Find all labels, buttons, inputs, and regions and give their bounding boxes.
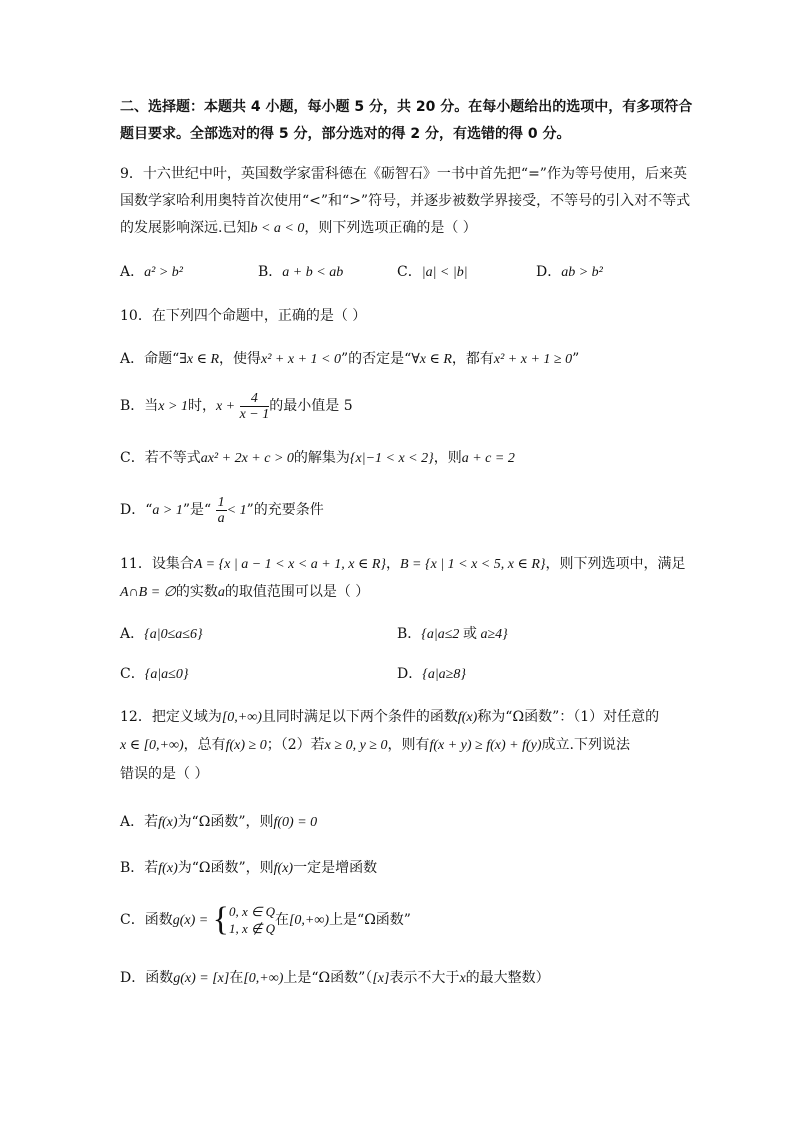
q9-option-d: D．ab > b² xyxy=(536,264,603,280)
q12-option-d: D．函数g(x) = [x]在[0,+∞)上是“Ω函数”（[x]表示不大于x的最大整数） xyxy=(120,970,550,986)
q9-stem-line3: 的发展影响深远.已知b < a < 0，则下列选项正确的是（ ） xyxy=(120,220,477,236)
q12-option-a: A．若f(x)为“Ω函数”，则f(0) = 0 xyxy=(120,814,318,830)
q10-option-a: A．命题“∃x ∈ R，使得x² + x + 1 < 0”的否定是“∀x ∈ R，都有x² + x + 1 ≥ 0” xyxy=(120,351,580,367)
q9-option-b: B．a + b < ab xyxy=(258,264,344,280)
q9-option-a: A．a² > b² xyxy=(120,264,183,280)
q11-option-d: D．{a|a≥8} xyxy=(397,666,466,682)
q10-option-d: D．“a > 1”是“ $\frac{1}{a}$ < 1”的充要条件 xyxy=(120,494,324,526)
q10-b-fraction: $\frac{4}{x - 1}$ xyxy=(239,390,270,422)
q10-option-c: C．若不等式ax² + 2x + c > 0的解集为{x|−1 < x < 2}，则a + c = 2 xyxy=(120,450,515,466)
q12-stem-line3: 错误的是（ ） xyxy=(120,766,209,782)
q11-option-b: B．{a|a≤2 或 a≥4} xyxy=(397,626,508,642)
q9-stem-line1: 9．十六世纪中叶，英国数学家雷科德在《砺智石》一书中首先把“=”作为等号使用，后来英 xyxy=(120,166,687,182)
q11-stem-line1: 11．设集合A = {x | a − 1 < x < a + 1, x ∈ R}，B = {x | 1 < x < 5, x ∈ R}，则下列选项中，满足 xyxy=(120,556,686,572)
q9-option-c: C．|a| < |b| xyxy=(397,264,468,280)
q11-option-a: A．{a|0≤a≤6} xyxy=(120,626,203,642)
q11-stem-line2: A∩B = ∅的实数a的取值范围可以是（ ） xyxy=(120,584,370,600)
section-heading-line1: 二、选择题：本题共 4 小题，每小题 5 分，共 20 分。在每小题给出的选项中，有多项符合 xyxy=(120,99,693,115)
q10-d-fraction: $\frac{1}{a}$ xyxy=(217,494,225,526)
q12-stem-line1: 12．把定义域为[0,+∞)且同时满足以下两个条件的函数f(x)称为“Ω函数”：（1）对任意的 xyxy=(120,709,660,725)
q12-c-piecewise: { 0, x ∈ Q 1, x ∉ Q xyxy=(212,900,275,938)
q12-stem-line2: x ∈ [0,+∞)，总有f(x) ≥ 0；（2）若x ≥ 0, y ≥ 0，则有f(x + y) ≥ f(x) + f(y)成立.下列说法 xyxy=(120,737,630,753)
q12-option-b: B．若f(x)为“Ω函数”，则f(x)一定是增函数 xyxy=(120,860,378,876)
section-heading-line2: 题目要求。全部选对的得 5 分，部分选对的得 2 分，有选错的得 0 分。 xyxy=(120,126,571,142)
q12-option-c: C．函数g(x) = { 0, x ∈ Q 1, x ∉ Q 在[0,+∞)上是“Ω函数” xyxy=(120,898,411,943)
q10-stem: 10．在下列四个命题中，正确的是（ ） xyxy=(120,308,367,324)
q11-option-c: C．{a|a≤0} xyxy=(120,666,189,682)
q9-stem-line2: 国数学家哈利用奥特首次使用“<”和“>”符号，并逐步被数学界接受，不等号的引入对不等式 xyxy=(120,193,691,209)
q10-option-b: B．当x > 1时，x + $\frac{4}{x - 1}$ 的最小值是 5 xyxy=(120,390,353,422)
